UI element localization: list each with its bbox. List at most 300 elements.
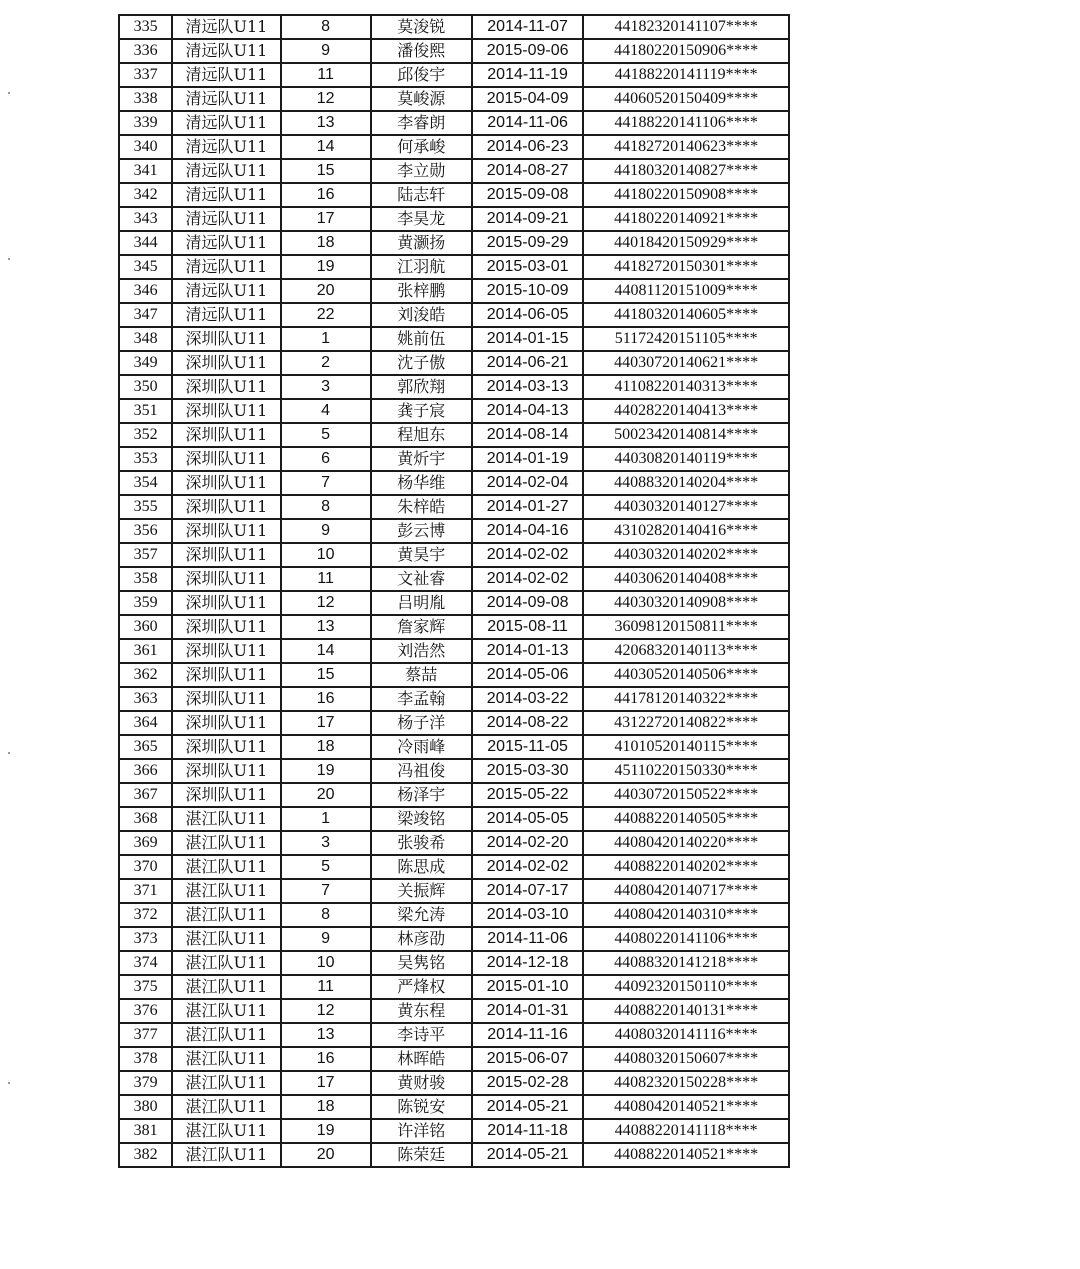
table-row (119, 831, 789, 855)
row-number-cell: 377 (119, 1023, 172, 1047)
team-cell: 深圳队U11 (172, 783, 280, 807)
table-row (119, 351, 789, 375)
player-name-cell: 林彦劭 (371, 927, 472, 951)
birth-date-cell: 2015-08-11 (472, 615, 583, 639)
table-row (119, 639, 789, 663)
team-cell: 深圳队U11 (172, 423, 280, 447)
birth-date-cell: 2014-07-17 (472, 879, 583, 903)
table-row (119, 1071, 789, 1095)
jersey-number-cell: 22 (281, 303, 371, 327)
birth-date-cell: 2014-01-27 (472, 495, 583, 519)
jersey-number-cell: 13 (281, 111, 371, 135)
table-row (119, 783, 789, 807)
player-name-cell: 朱梓皓 (371, 495, 472, 519)
player-name-cell: 郭欣翔 (371, 375, 472, 399)
player-name-cell: 黄炘宇 (371, 447, 472, 471)
row-number-cell: 347 (119, 303, 172, 327)
birth-date-cell: 2014-08-14 (472, 423, 583, 447)
jersey-number-cell: 16 (281, 183, 371, 207)
player-name-cell: 李昊龙 (371, 207, 472, 231)
team-cell: 深圳队U11 (172, 375, 280, 399)
table-row (119, 1143, 789, 1167)
birth-date-cell: 2014-05-06 (472, 663, 583, 687)
jersey-number-cell: 3 (281, 831, 371, 855)
table-row (119, 111, 789, 135)
player-name-cell: 程旭东 (371, 423, 472, 447)
birth-date-cell: 2014-02-02 (472, 855, 583, 879)
table-row (119, 159, 789, 183)
table-row (119, 807, 789, 831)
player-name-cell: 黄灏扬 (371, 231, 472, 255)
jersey-number-cell: 14 (281, 135, 371, 159)
id-number-cell: 44030820140119**** (583, 447, 789, 471)
team-cell: 深圳队U11 (172, 639, 280, 663)
table-row (119, 327, 789, 351)
row-number-cell: 351 (119, 399, 172, 423)
team-cell: 清远队U11 (172, 207, 280, 231)
team-cell: 深圳队U11 (172, 447, 280, 471)
row-number-cell: 374 (119, 951, 172, 975)
row-number-cell: 350 (119, 375, 172, 399)
id-number-cell: 44018420150929**** (583, 231, 789, 255)
birth-date-cell: 2014-04-16 (472, 519, 583, 543)
table-row (119, 183, 789, 207)
jersey-number-cell: 5 (281, 855, 371, 879)
id-number-cell: 43102820140416**** (583, 519, 789, 543)
jersey-number-cell: 8 (281, 495, 371, 519)
id-number-cell: 44082320150228**** (583, 1071, 789, 1095)
table-row (119, 567, 789, 591)
player-name-cell: 张梓鹏 (371, 279, 472, 303)
birth-date-cell: 2014-03-13 (472, 375, 583, 399)
row-number-cell: 376 (119, 999, 172, 1023)
id-number-cell: 44180320140827**** (583, 159, 789, 183)
team-cell: 湛江队U11 (172, 975, 280, 999)
id-number-cell: 41010520140115**** (583, 735, 789, 759)
id-number-cell: 44060520150409**** (583, 87, 789, 111)
player-name-cell: 陆志轩 (371, 183, 472, 207)
player-name-cell: 吴隽铭 (371, 951, 472, 975)
table-row (119, 735, 789, 759)
player-name-cell: 关振辉 (371, 879, 472, 903)
birth-date-cell: 2014-05-21 (472, 1095, 583, 1119)
id-number-cell: 44180220150906**** (583, 39, 789, 63)
id-number-cell: 44030320140202**** (583, 543, 789, 567)
jersey-number-cell: 1 (281, 327, 371, 351)
player-name-cell: 莫峻源 (371, 87, 472, 111)
id-number-cell: 44182320141107**** (583, 15, 789, 39)
team-cell: 湛江队U11 (172, 1119, 280, 1143)
id-number-cell: 44092320150110**** (583, 975, 789, 999)
margin-speck (8, 92, 10, 94)
birth-date-cell: 2014-11-07 (472, 15, 583, 39)
birth-date-cell: 2014-06-05 (472, 303, 583, 327)
birth-date-cell: 2015-04-09 (472, 87, 583, 111)
birth-date-cell: 2014-02-04 (472, 471, 583, 495)
id-number-cell: 44028220140413**** (583, 399, 789, 423)
team-cell: 深圳队U11 (172, 615, 280, 639)
jersey-number-cell: 13 (281, 1023, 371, 1047)
id-number-cell: 44088320141218**** (583, 951, 789, 975)
birth-date-cell: 2014-01-13 (472, 639, 583, 663)
id-number-cell: 44080320141116**** (583, 1023, 789, 1047)
table-row (119, 615, 789, 639)
table-row (119, 879, 789, 903)
player-name-cell: 林晖皓 (371, 1047, 472, 1071)
id-number-cell: 44030320140908**** (583, 591, 789, 615)
row-number-cell: 338 (119, 87, 172, 111)
jersey-number-cell: 19 (281, 759, 371, 783)
team-cell: 深圳队U11 (172, 735, 280, 759)
jersey-number-cell: 18 (281, 231, 371, 255)
jersey-number-cell: 19 (281, 255, 371, 279)
table-row (119, 855, 789, 879)
player-name-cell: 梁允涛 (371, 903, 472, 927)
jersey-number-cell: 12 (281, 999, 371, 1023)
id-number-cell: 44080320150607**** (583, 1047, 789, 1071)
id-number-cell: 44030720150522**** (583, 783, 789, 807)
id-number-cell: 51172420151105**** (583, 327, 789, 351)
row-number-cell: 342 (119, 183, 172, 207)
id-number-cell: 36098120150811**** (583, 615, 789, 639)
player-name-cell: 张骏希 (371, 831, 472, 855)
id-number-cell: 44180320140605**** (583, 303, 789, 327)
jersey-number-cell: 11 (281, 567, 371, 591)
id-number-cell: 44188220141119**** (583, 63, 789, 87)
player-name-cell: 潘俊熙 (371, 39, 472, 63)
team-cell: 清远队U11 (172, 87, 280, 111)
id-number-cell: 44188220141106**** (583, 111, 789, 135)
id-number-cell: 44182720150301**** (583, 255, 789, 279)
team-cell: 深圳队U11 (172, 759, 280, 783)
player-name-cell: 李诗平 (371, 1023, 472, 1047)
table-row (119, 87, 789, 111)
jersey-number-cell: 7 (281, 471, 371, 495)
row-number-cell: 339 (119, 111, 172, 135)
birth-date-cell: 2014-02-02 (472, 543, 583, 567)
birth-date-cell: 2014-01-19 (472, 447, 583, 471)
id-number-cell: 44088320140204**** (583, 471, 789, 495)
team-cell: 湛江队U11 (172, 1095, 280, 1119)
team-cell: 湛江队U11 (172, 831, 280, 855)
team-cell: 清远队U11 (172, 63, 280, 87)
jersey-number-cell: 1 (281, 807, 371, 831)
row-number-cell: 370 (119, 855, 172, 879)
birth-date-cell: 2014-11-06 (472, 927, 583, 951)
id-number-cell: 44080420140310**** (583, 903, 789, 927)
id-number-cell: 44080220141106**** (583, 927, 789, 951)
player-name-cell: 何承峻 (371, 135, 472, 159)
table-row (119, 135, 789, 159)
row-number-cell: 359 (119, 591, 172, 615)
player-name-cell: 杨泽宇 (371, 783, 472, 807)
table-row (119, 207, 789, 231)
player-name-cell: 杨华维 (371, 471, 472, 495)
jersey-number-cell: 9 (281, 927, 371, 951)
jersey-number-cell: 5 (281, 423, 371, 447)
table-row (119, 543, 789, 567)
table-row (119, 975, 789, 999)
row-number-cell: 375 (119, 975, 172, 999)
row-number-cell: 345 (119, 255, 172, 279)
table-row (119, 255, 789, 279)
row-number-cell: 355 (119, 495, 172, 519)
id-number-cell: 44080420140521**** (583, 1095, 789, 1119)
player-name-cell: 彭云博 (371, 519, 472, 543)
team-cell: 湛江队U11 (172, 1143, 280, 1167)
birth-date-cell: 2014-02-02 (472, 567, 583, 591)
team-cell: 清远队U11 (172, 303, 280, 327)
row-number-cell: 340 (119, 135, 172, 159)
player-name-cell: 陈思成 (371, 855, 472, 879)
margin-speck (8, 1082, 10, 1084)
row-number-cell: 356 (119, 519, 172, 543)
table-row (119, 1095, 789, 1119)
id-number-cell: 43122720140822**** (583, 711, 789, 735)
id-number-cell: 44030520140506**** (583, 663, 789, 687)
jersey-number-cell: 4 (281, 399, 371, 423)
jersey-number-cell: 14 (281, 639, 371, 663)
team-cell: 湛江队U11 (172, 927, 280, 951)
team-cell: 清远队U11 (172, 111, 280, 135)
row-number-cell: 371 (119, 879, 172, 903)
player-name-cell: 刘浩然 (371, 639, 472, 663)
team-cell: 清远队U11 (172, 159, 280, 183)
team-cell: 清远队U11 (172, 183, 280, 207)
birth-date-cell: 2014-01-31 (472, 999, 583, 1023)
table-row (119, 687, 789, 711)
player-name-cell: 江羽航 (371, 255, 472, 279)
player-name-cell: 蔡喆 (371, 663, 472, 687)
team-cell: 清远队U11 (172, 231, 280, 255)
team-cell: 深圳队U11 (172, 591, 280, 615)
table-row (119, 903, 789, 927)
birth-date-cell: 2015-09-08 (472, 183, 583, 207)
player-name-cell: 刘浚皓 (371, 303, 472, 327)
player-name-cell: 杨子洋 (371, 711, 472, 735)
birth-date-cell: 2014-11-19 (472, 63, 583, 87)
table-row (119, 447, 789, 471)
row-number-cell: 353 (119, 447, 172, 471)
table-row (119, 471, 789, 495)
team-cell: 湛江队U11 (172, 903, 280, 927)
team-cell: 深圳队U11 (172, 399, 280, 423)
table-row (119, 495, 789, 519)
jersey-number-cell: 17 (281, 1071, 371, 1095)
table-row (119, 591, 789, 615)
team-cell: 清远队U11 (172, 279, 280, 303)
jersey-number-cell: 16 (281, 687, 371, 711)
team-cell: 清远队U11 (172, 135, 280, 159)
id-number-cell: 44178120140322**** (583, 687, 789, 711)
row-number-cell: 358 (119, 567, 172, 591)
id-number-cell: 44088220140202**** (583, 855, 789, 879)
table-row (119, 519, 789, 543)
row-number-cell: 368 (119, 807, 172, 831)
row-number-cell: 382 (119, 1143, 172, 1167)
table-row (119, 63, 789, 87)
jersey-number-cell: 8 (281, 903, 371, 927)
id-number-cell: 44080420140220**** (583, 831, 789, 855)
birth-date-cell: 2015-10-09 (472, 279, 583, 303)
player-name-cell: 莫浚锐 (371, 15, 472, 39)
player-name-cell: 冯祖俊 (371, 759, 472, 783)
table-row (119, 663, 789, 687)
table-row (119, 303, 789, 327)
row-number-cell: 366 (119, 759, 172, 783)
player-name-cell: 李睿朗 (371, 111, 472, 135)
jersey-number-cell: 13 (281, 615, 371, 639)
jersey-number-cell: 20 (281, 279, 371, 303)
birth-date-cell: 2014-04-13 (472, 399, 583, 423)
birth-date-cell: 2014-08-22 (472, 711, 583, 735)
row-number-cell: 362 (119, 663, 172, 687)
team-cell: 湛江队U11 (172, 999, 280, 1023)
player-name-cell: 李孟翰 (371, 687, 472, 711)
row-number-cell: 363 (119, 687, 172, 711)
team-cell: 湛江队U11 (172, 1023, 280, 1047)
jersey-number-cell: 9 (281, 519, 371, 543)
jersey-number-cell: 15 (281, 663, 371, 687)
jersey-number-cell: 18 (281, 735, 371, 759)
id-number-cell: 44180220150908**** (583, 183, 789, 207)
birth-date-cell: 2014-08-27 (472, 159, 583, 183)
row-number-cell: 343 (119, 207, 172, 231)
id-number-cell: 42068320140113**** (583, 639, 789, 663)
margin-speck (8, 752, 10, 754)
table-row (119, 999, 789, 1023)
team-cell: 深圳队U11 (172, 327, 280, 351)
jersey-number-cell: 11 (281, 63, 371, 87)
player-name-cell: 姚前伍 (371, 327, 472, 351)
table-row (119, 711, 789, 735)
birth-date-cell: 2014-12-18 (472, 951, 583, 975)
player-name-cell: 龚子宸 (371, 399, 472, 423)
id-number-cell: 50023420140814**** (583, 423, 789, 447)
id-number-cell: 44030620140408**** (583, 567, 789, 591)
jersey-number-cell: 2 (281, 351, 371, 375)
birth-date-cell: 2014-06-21 (472, 351, 583, 375)
team-cell: 深圳队U11 (172, 687, 280, 711)
team-cell: 深圳队U11 (172, 711, 280, 735)
row-number-cell: 361 (119, 639, 172, 663)
id-number-cell: 44030720140621**** (583, 351, 789, 375)
birth-date-cell: 2015-03-01 (472, 255, 583, 279)
player-name-cell: 严烽权 (371, 975, 472, 999)
team-cell: 湛江队U11 (172, 879, 280, 903)
table-row (119, 951, 789, 975)
table-row (119, 1023, 789, 1047)
id-number-cell: 41108220140313**** (583, 375, 789, 399)
birth-date-cell: 2014-03-10 (472, 903, 583, 927)
player-name-cell: 许洋铭 (371, 1119, 472, 1143)
margin-speck (8, 258, 10, 260)
row-number-cell: 354 (119, 471, 172, 495)
table-row (119, 39, 789, 63)
id-number-cell: 44080420140717**** (583, 879, 789, 903)
table-row (119, 231, 789, 255)
jersey-number-cell: 16 (281, 1047, 371, 1071)
jersey-number-cell: 20 (281, 1143, 371, 1167)
birth-date-cell: 2015-03-30 (472, 759, 583, 783)
birth-date-cell: 2014-11-18 (472, 1119, 583, 1143)
player-roster-table (118, 14, 790, 1168)
birth-date-cell: 2014-05-05 (472, 807, 583, 831)
birth-date-cell: 2014-02-20 (472, 831, 583, 855)
table-row (119, 15, 789, 39)
team-cell: 清远队U11 (172, 15, 280, 39)
table-row (119, 279, 789, 303)
jersey-number-cell: 7 (281, 879, 371, 903)
birth-date-cell: 2014-06-23 (472, 135, 583, 159)
player-name-cell: 黄财骏 (371, 1071, 472, 1095)
jersey-number-cell: 3 (281, 375, 371, 399)
player-name-cell: 梁竣铭 (371, 807, 472, 831)
row-number-cell: 337 (119, 63, 172, 87)
id-number-cell: 44088220140521**** (583, 1143, 789, 1167)
row-number-cell: 357 (119, 543, 172, 567)
row-number-cell: 365 (119, 735, 172, 759)
jersey-number-cell: 17 (281, 207, 371, 231)
team-cell: 湛江队U11 (172, 855, 280, 879)
jersey-number-cell: 12 (281, 87, 371, 111)
row-number-cell: 352 (119, 423, 172, 447)
birth-date-cell: 2014-03-22 (472, 687, 583, 711)
row-number-cell: 335 (119, 15, 172, 39)
roster-body (119, 15, 789, 1167)
player-name-cell: 文祉睿 (371, 567, 472, 591)
table-row (119, 1119, 789, 1143)
id-number-cell: 44088220140505**** (583, 807, 789, 831)
birth-date-cell: 2015-01-10 (472, 975, 583, 999)
team-cell: 深圳队U11 (172, 519, 280, 543)
jersey-number-cell: 10 (281, 543, 371, 567)
jersey-number-cell: 17 (281, 711, 371, 735)
jersey-number-cell: 20 (281, 783, 371, 807)
row-number-cell: 364 (119, 711, 172, 735)
player-name-cell: 冷雨峰 (371, 735, 472, 759)
birth-date-cell: 2014-05-21 (472, 1143, 583, 1167)
row-number-cell: 380 (119, 1095, 172, 1119)
jersey-number-cell: 10 (281, 951, 371, 975)
birth-date-cell: 2014-11-16 (472, 1023, 583, 1047)
id-number-cell: 44088220140131**** (583, 999, 789, 1023)
jersey-number-cell: 18 (281, 1095, 371, 1119)
team-cell: 深圳队U11 (172, 495, 280, 519)
team-cell: 深圳队U11 (172, 351, 280, 375)
birth-date-cell: 2015-06-07 (472, 1047, 583, 1071)
birth-date-cell: 2014-11-06 (472, 111, 583, 135)
row-number-cell: 360 (119, 615, 172, 639)
birth-date-cell: 2015-09-06 (472, 39, 583, 63)
team-cell: 深圳队U11 (172, 471, 280, 495)
table-row (119, 1047, 789, 1071)
row-number-cell: 346 (119, 279, 172, 303)
table-row (119, 759, 789, 783)
id-number-cell: 44081120151009**** (583, 279, 789, 303)
jersey-number-cell: 19 (281, 1119, 371, 1143)
team-cell: 湛江队U11 (172, 1047, 280, 1071)
player-name-cell: 沈子傲 (371, 351, 472, 375)
row-number-cell: 348 (119, 327, 172, 351)
table-row (119, 423, 789, 447)
team-cell: 湛江队U11 (172, 951, 280, 975)
id-number-cell: 44088220141118**** (583, 1119, 789, 1143)
jersey-number-cell: 9 (281, 39, 371, 63)
row-number-cell: 336 (119, 39, 172, 63)
row-number-cell: 367 (119, 783, 172, 807)
team-cell: 清远队U11 (172, 39, 280, 63)
